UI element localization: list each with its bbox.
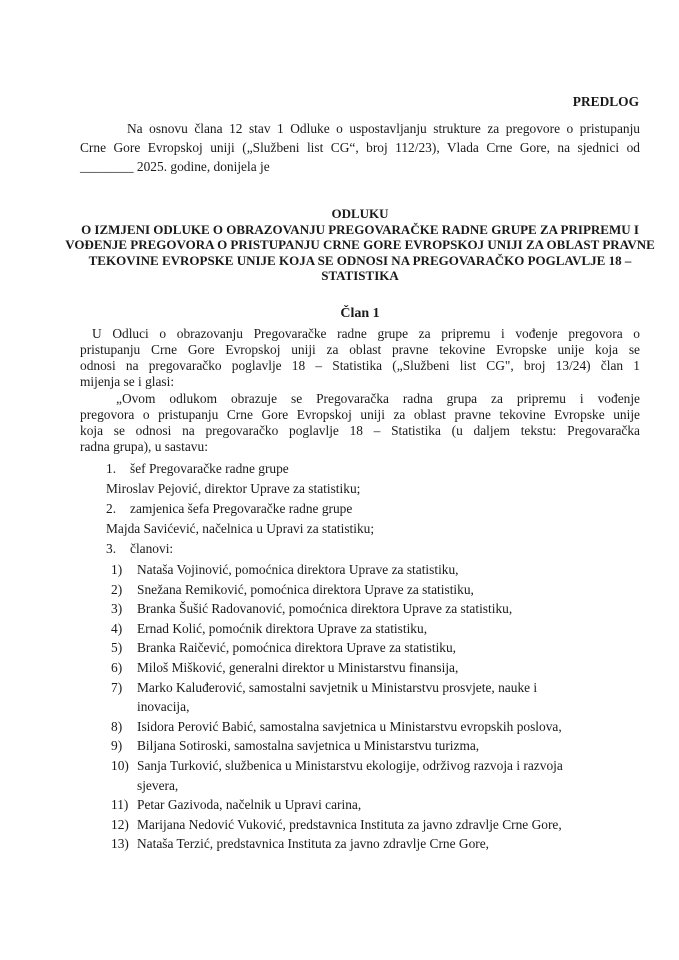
member-number: 12) [111,816,129,832]
member-line: Branka Šušić Radovanović, pomoćnica direktora Uprave za statistiku, [137,601,513,617]
paragraph-line: radna grupa), u sastavu: [80,439,208,454]
paragraph-line: odnosi na pregovaračko poglavlje 18 – Statistika („Službeni list CG", broj 13/24) član 1 [80,358,640,373]
member-line: Biljana Sotiroski, samostalna savjetnica u Ministarstvu turizma, [137,738,480,754]
decision-heading: ODLUKU [331,206,389,221]
role-label: zamjenica šefa Pregovaračke radne grupe [130,501,353,516]
decision-title-line: O IZMJENI ODLUKE O OBRAZOVANJU PREGOVARAČKE RADNE GRUPE ZA PRIPREMU I [81,222,639,237]
member-number: 10) [111,758,129,773]
member-number: 7) [111,679,123,695]
member-line: sjevera, [137,777,179,793]
member-line: Miloš Mišković, generalni direktor u Ministarstvu finansija, [137,660,459,675]
member-line: Sanja Turković, službenica u Ministarstvu ekologije, održivog razvoja i razvoja [137,758,563,773]
member-number: 13) [111,836,129,852]
proposal-label: PREDLOG [572,94,639,109]
role-person: Miroslav Pejović, direktor Uprave za statistiku; [106,481,361,496]
role-person: Majda Savićević, načelnica u Upravi za statistiku; [106,521,375,536]
paragraph-line: mijenja se i glasi: [80,374,175,389]
decision-title-line: TEKOVINE EVROPSKE UNIJE KOJA SE ODNOSI NA PREGOVARAČKO POGLAVLJE 18 – [88,253,632,268]
member-number: 5) [111,640,123,656]
member-line: Petar Gazivoda, načelnik u Upravi carina, [137,797,362,813]
paragraph-line: koja se odnosi na pregovaračko poglavlje 18 – Statistika (u daljem tekstu: Pregovaračka [80,423,640,438]
member-line: Marijana Nedović Vuković, predstavnica Instituta za javno zdravlje Crne Gore, [137,816,562,832]
member-number: 8) [111,718,123,734]
member-number: 6) [111,660,123,675]
preamble-line: Na osnovu člana 12 stav 1 Odluke o uspostavljanju strukture za pregovore o pristupanju [127,121,640,136]
member-number: 2) [111,581,123,597]
member-number: 3) [111,601,123,617]
article-heading: Član 1 [340,306,380,321]
member-number: 9) [111,738,123,754]
member-line: Nataša Vojinović, pomoćnica direktora Uprave za statistiku, [137,562,459,577]
role-label: šef Pregovaračke radne grupe [130,461,289,476]
paragraph-line: pregovora o pristupanju Crne Gore Evropskoj uniji za oblast pravne tekovine Evropske unije [80,407,640,422]
paragraph-line: pristupanju Crne Gore Evropskoj uniji za oblast pravne tekovine Evropske unije koja se [80,342,640,357]
member-number: 11) [111,797,129,813]
decision-title-line: VOĐENJE PREGOVORA O PRISTUPANJU CRNE GORE EVROPSKOJ UNIJI ZA OBLAST PRAVNE [65,237,655,252]
preamble-line: Crne Gore Evropskoj uniji („Službeni list CG“, broj 112/23), Vlada Crne Gore, na sjednici od [80,140,640,155]
role-label: članovi: [130,541,174,556]
preamble-line: ________ 2025. godine, donijela je [80,159,270,174]
member-number: 4) [111,620,123,636]
decision-title-line: STATISTIKA [321,268,399,283]
member-line: Branka Raičević, pomoćnica direktora Uprave za statistiku, [137,640,457,656]
role-number: 1. [106,461,117,476]
member-line: inovacija, [137,699,190,715]
member-number: 1) [111,562,123,577]
member-line: Isidora Perović Babić, samostalna savjetnica u Ministarstvu evropskih poslova, [137,718,562,734]
member-line: Ernad Kolić, pomoćnik direktora Uprave za statistiku, [137,620,428,636]
member-line: Snežana Remiković, pomoćnica direktora Uprave za statistiku, [137,581,474,597]
member-line: Nataša Terzić, predstavnica Instituta za javno zdravlje Crne Gore, [137,836,490,852]
paragraph-line: „Ovom odlukom obrazuje se Pregovaračka radna grupa za pripremu i vođenje [116,391,640,406]
role-number: 2. [106,501,117,516]
role-number: 3. [106,541,117,556]
paragraph-line: U Odluci o obrazovanju Pregovaračke radne grupe za pripremu i vođenje pregovora o [92,326,640,341]
member-line: Marko Kaluđerović, samostalni savjetnik u Ministarstvu prosvjete, nauke i [137,679,538,695]
